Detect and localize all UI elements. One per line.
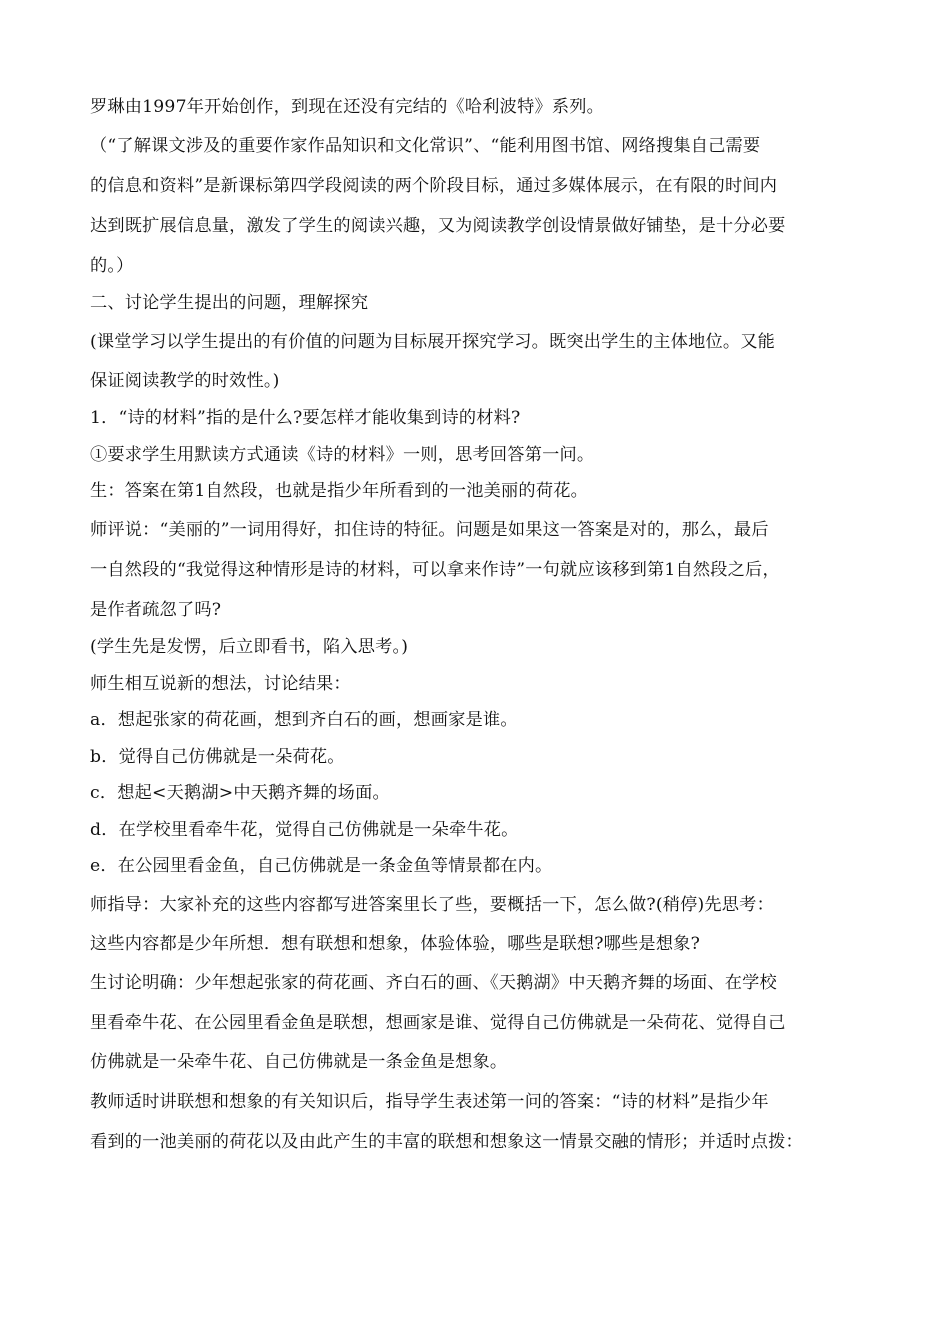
list-item: b．觉得自己仿佛就是一朵荷花。 bbox=[90, 746, 345, 767]
text-line: (课堂学习以学生提出的有价值的问题为目标展开探究学习。既突出学生的主体地位。又能 bbox=[90, 331, 776, 352]
text-line: 是作者疏忽了吗? bbox=[90, 599, 222, 620]
text-line: 一自然段的“我觉得这种情形是诗的材料，可以拿来作诗”一句就应该移到第1自然段之后， bbox=[90, 559, 780, 580]
text-line: 生：答案在第1自然段，也就是指少年所看到的一池美丽的荷花。 bbox=[90, 481, 588, 501]
document-body bbox=[90, 89, 870, 1162]
text-line: 达到既扩展信息量，激发了学生的阅读兴趣，又为阅读教学创设情景做好铺垫，是十分必要 bbox=[90, 215, 786, 236]
text-line: 师评说：“美丽的”一词用得好，扣住诗的特征。问题是如果这一答案是对的，那么，最后 bbox=[90, 519, 769, 540]
list-item: e．在公园里看金鱼，自己仿佛就是一条金鱼等情景都在内。 bbox=[90, 856, 553, 876]
list-item: c．想起<天鹅湖>中天鹅齐舞的场面。 bbox=[90, 783, 390, 803]
text-line: 师指导：大家补充的这些内容都写进答案里长了些，要概括一下，怎么做?(稍停)先思考： bbox=[90, 894, 774, 915]
list-item: a．想起张家的荷花画，想到齐白石的画，想画家是谁。 bbox=[90, 710, 518, 730]
text-line: 保证阅读教学的时效性。) bbox=[90, 370, 280, 391]
text-line: ①要求学生用默读方式通读《诗的材料》一则，思考回答第一问。 bbox=[90, 444, 595, 465]
text-line: 的信息和资料”是新课标第四学段阅读的两个阶段目标，通过多媒体展示，在有限的时间内 bbox=[90, 175, 778, 196]
list-item: d．在学校里看牵牛花，觉得自己仿佛就是一朵牵牛花。 bbox=[90, 819, 519, 840]
text-line: 师生相互说新的想法，讨论结果： bbox=[90, 673, 351, 694]
question-heading: 1．“诗的材料”指的是什么?要怎样才能收集到诗的材料? bbox=[90, 408, 521, 428]
section-heading: 二、讨论学生提出的问题，理解探究 bbox=[90, 293, 369, 313]
text-line: （“了解课文涉及的重要作家作品知识和文化常识”、“能利用图书馆、网络搜集自己需要 bbox=[90, 135, 761, 156]
text-line: 教师适时讲联想和想象的有关知识后，指导学生表述第一问的答案：“诗的材料”是指少年 bbox=[90, 1091, 769, 1112]
text-line: 里看牵牛花、在公园里看金鱼是联想，想画家是谁、觉得自己仿佛就是一朵荷花、觉得自己 bbox=[90, 1013, 786, 1033]
text-line: 这些内容都是少年所想．想有联想和想象，体验体验，哪些是联想?哪些是想象? bbox=[90, 933, 701, 954]
text-line: 仿佛就是一朵牵牛花、自己仿佛就是一条金鱼是想象。 bbox=[90, 1052, 508, 1072]
text-line: 生讨论明确：少年想起张家的荷花画、齐白石的画、《天鹅湖》中天鹅齐舞的场面、在学校 bbox=[90, 973, 777, 993]
text-line: (学生先是发愣，后立即看书，陷入思考。) bbox=[90, 637, 409, 657]
text-line: 的。） bbox=[90, 255, 134, 276]
text-line: 罗琳由1997年开始创作，到现在还没有完结的《哈利波特》系列。 bbox=[90, 97, 605, 117]
text-line: 看到的一池美丽的荷花以及由此产生的丰富的联想和想象这一情景交融的情形；并适时点拨： bbox=[90, 1131, 803, 1152]
